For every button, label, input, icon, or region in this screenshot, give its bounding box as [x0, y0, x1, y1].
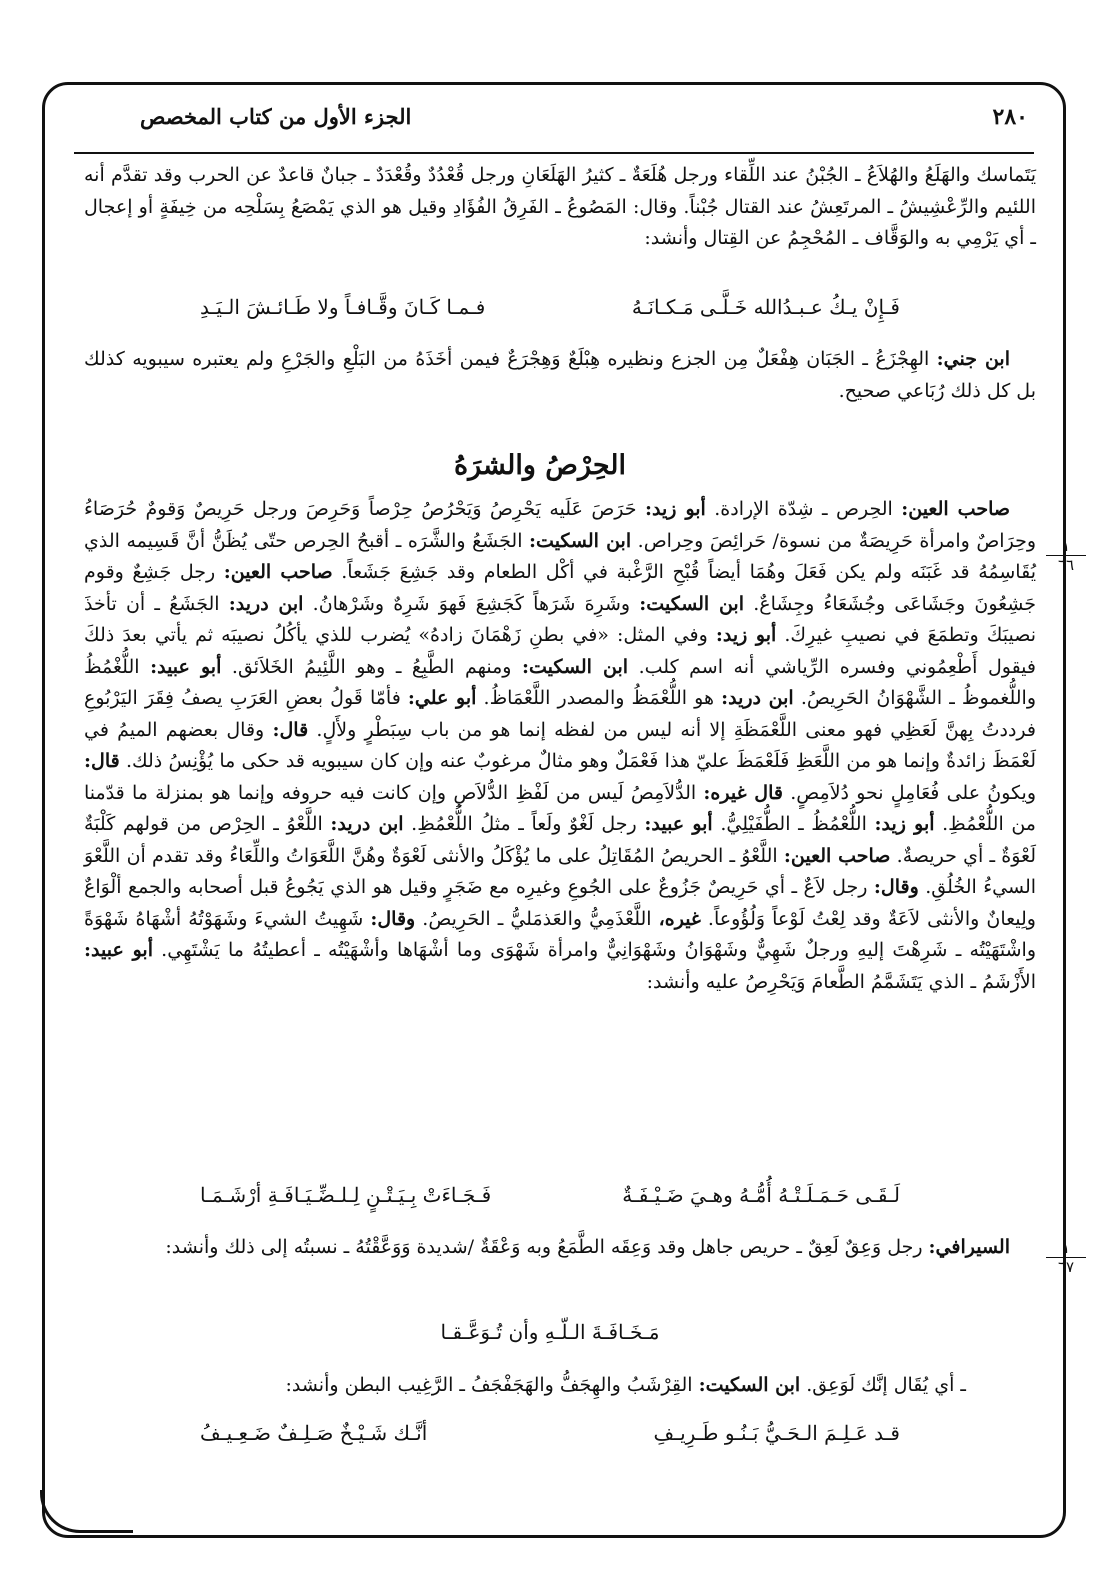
speaker-label: صاحب العين:	[901, 498, 1010, 520]
speaker-label: أبو عبيد:	[150, 655, 222, 678]
speaker-label: أبو زيد:	[644, 498, 706, 520]
paragraph-text: اللَّعْوُ ـ الحِرْص من قولهم كَلْبَةٌ لَعْوَةٌ ـ أي حريصةٌ.	[84, 813, 1036, 867]
speaker-label: ابن جني:	[936, 348, 1010, 370]
paragraph-text: فأمّا قَولُ بعضِ العَرَبِ يصفُ فِقَرَ اليَرْبُوعِ فرددتُ بِهنَّ لَعَظِي فهو معنى اللَّعْمَظَةِ إلا أنه ليس من لفظه إنما هو من باب سِبَطْرٍ ولأَلٍ.	[84, 687, 1036, 741]
paragraph-text: الجَشَعُ ـ أن تأخذَ نصيبَكَ وتطمَعَ في نصيبِ غيرِكَ.	[84, 592, 1036, 646]
paragraph-text: رجل جَشِعٌ وقوم جَشِعُونَ وجَشَاعَى وجُشَعَاءُ وجِشَاعٌ.	[84, 561, 1037, 615]
margin-reference	[1046, 1240, 1086, 1275]
header-rule	[74, 152, 1034, 154]
verse-2-first-hemistich: لَـقَـى حَـمَـلَـتْـهُ أُمُّـهُ وهـيَ ضَـيْـفَـةٌ	[622, 1183, 900, 1207]
running-title: الجزء الأول من كتاب المخصص	[140, 104, 412, 129]
paragraph-text: ـ أي يُقَال إنَّك لَوَعِق.	[800, 1374, 966, 1396]
speaker-label: ابن دريد:	[721, 687, 794, 709]
verse-4-second-hemistich: أنَّـك شَـيْـخٌ صَـلِـفٌ ضَـعِـيـفُ	[200, 1421, 428, 1445]
speaker-label: أبو زيد:	[715, 624, 777, 646]
paragraph-text: الحِرص ـ شِدّة الإرادة.	[705, 498, 902, 520]
paragraph-text: هو اللُّعْمَظُ والمصدر اللَّعْمَاظُ.	[476, 687, 722, 709]
margin-reference-denominator: ٦٧	[1057, 1258, 1075, 1276]
speaker-label: ابن دريد:	[330, 813, 404, 835]
speaker-label: غيره،	[658, 907, 701, 930]
paragraph-text: الأَزْشَمُ ـ الذي يَتَشَمَّمُ الطَّعامَ وَيَحْرِصُ عليه وأنشد:	[646, 970, 1036, 993]
margin-reference-numerator: ١	[1046, 1240, 1086, 1258]
verse-1-second-hemistich: فـمـا كَـانَ وقَّـافـاً ولا طَـائـشَ الـيَـدِ	[200, 295, 486, 319]
closing-line	[285, 1370, 966, 1401]
speaker-label: صاحب العين:	[223, 561, 333, 583]
paragraph-text: رجل وَعِقٌ لَعِقٌ ـ حريص جاهل وقد وَعِقَه الطَّمَعُ وبه وَعْقَةٌ /شديدة وَوَعَّقْتُهُ ـ نسبتُه إلى ذلك وأنشد:	[165, 1236, 929, 1258]
paragraph-text: رجل لَغْوٌ ولَعاً ـ مثلُ اللُّعْمُظِ.	[403, 813, 645, 835]
verse-4-first-hemistich: قـد عَـلِـمَ الـحَـيُّ بَـنُـو طَـرِيـفِ	[653, 1421, 900, 1445]
speaker-label: ابن السكيت:	[529, 529, 632, 552]
verse-2-second-hemistich: فَـجَـاءَتْ بِـيَـتْـنٍ لِـلـضِّـيَـافَـةِ أرْشَـمَـا	[200, 1183, 492, 1207]
speaker-label: قال:	[84, 750, 120, 772]
paragraph-text: اللَّعْذَمِيُّ والعَذمَليُّ ـ الحَرِيصُ.	[415, 907, 659, 930]
paragraph-text: وقال بعضهم الميمُ في لَعْمَظَ زائدةٌ وإنما هو من اللَّعَظِ فَلَعْمَظَ عليّ هذا فَعْمَلٌ وهو مثالٌ مرغوبٌ عنه وإن كان سيبويه قد حكى ما يُؤْنِسُ ذلك.	[84, 718, 1036, 772]
verse-1	[200, 290, 900, 324]
paragraph-text: ويكونُ على فُعَامِلٍ نحو دُلاَمِصٍ.	[782, 781, 1036, 804]
paragraph-text: القِرْشَبُ والهِجَفُّ والهَجَفْجَفُ ـ الرَّغِيب البطن وأنشد:	[285, 1374, 699, 1396]
intro-text: يَتَماسك والهَلَعُ والهُلاَعُ ـ الجُبْنُ عند اللِّقاء ورجل هُلَعَةٌ ـ كثيرُ الهَلَعَانِ ورجل قُعْدُدٌ وقُعْدَدٌ ـ جبانٌ قاعدٌ عن الحرب وقد تقدَّم أنه اللئيم والرِّعْشِيشُ ـ المرتَعِشُ عند القتال جُبْناً. وقال: المَصُوعُ ـ الفَرِقُ الفُؤَادِ وقيل هو الذي يَمْصَعُ بِسَلْحِه من خِيفَةٍ أو إعجال ـ أي يَرْمِي به والوَقَّاف ـ المُحْجِمُ عن القِتال وأنشد:	[84, 164, 1036, 249]
speaker-label: أبو علي:	[407, 687, 477, 709]
main-paragraph	[84, 494, 1036, 998]
speaker-label: ابن دريد:	[228, 592, 304, 615]
verse-4	[200, 1416, 900, 1450]
ibn-jinni-paragraph	[84, 344, 1036, 407]
margin-reference	[1046, 538, 1086, 573]
paragraph-text: اللُّعْمُظُ ـ الطُّفَيْلِيُّ.	[712, 813, 875, 835]
paragraph-text: الهِجْزَعُ ـ الجَبَان هِفْعَلٌ مِن الجزع ونظيره هِبْلَعٌ وَهِجْرَعٌ فيمن أخَذَهُ من البَلْعِ والجَرْعِ ولم يعتبره سيبويه كذلك بل كل ذلك رُبَاعي صحيح.	[84, 348, 1036, 402]
speaker-label: قال غيره:	[703, 781, 783, 804]
paragraph-text: حَرَصَ عَلَيه يَحْرِصُ وَيَحْرُصُ حِرْصاً وَحَرِصَ ورجل حَرِيصٌ وَقومٌ حُرَصَاءُ وحِرَاصٌ وامرأة حَرِيصَةٌ من نسوة/ حَرائِصَ وحِراص.	[84, 498, 1036, 552]
paragraph-text: اللَّعْوُ ـ الحريصُ المُقَاتِلُ على ما يُؤْكَلُ والأنثى لَعْوَةٌ وهُنَّ اللَّعَوَاتُ واللِّعَاءُ وقد تقدم أن اللَّعْوَ السيءُ الخُلُقِ.	[84, 844, 1037, 898]
paragraph-text: الجَشَعُ والشَّرَه ـ أقبحُ الحِرص حتّى يُظَنُّ أنَّ قَسِيمه الذي يُقَاسِمُهُ قد غَبَنَه ولم يكن فَعَلَ وهُمَا أيضاً قُبْحِ الرَّغْبة في أكْل الطعام وقد جَشِعَ جَشَعاً.	[84, 529, 1036, 583]
paragraph-text: شَهِيتُ الشيءَ وشَهَوْتُهُ أشْهَاهُ شَهْوَةً واشْتَهَيْتُه ـ شَرِهْتَ إليهِ ورجلٌ شَهِيٌّ وشَهْوَانُ وشَهْوَانِيٌّ وامرأة شَهْوَى وما أشْهَاها وأشْهَيْتُه ـ أعطيتُهُ ما يَشْتَهِي.	[84, 907, 1036, 961]
speaker-label: ابن السكيت:	[698, 1374, 801, 1396]
verse-3: مَـخَـافَـةَ الـلّـهِ وأن تُـوَعَّـقـا	[440, 1320, 660, 1344]
speaker-label: أبو عبيد:	[644, 813, 713, 835]
verse-2	[200, 1178, 900, 1212]
margin-reference-denominator: ٦٦	[1057, 556, 1075, 574]
speaker-label: قال:	[272, 718, 309, 741]
speaker-label: وقال:	[873, 876, 919, 898]
intro-paragraph	[84, 160, 1036, 255]
sirafi-paragraph	[84, 1232, 1036, 1264]
paragraph-text: اللُّغْمُظُ واللُّغموظُ ـ الشَّهْوَانُ الحَرِيصُ.	[84, 655, 1036, 709]
speaker-label: صاحب العين:	[783, 844, 891, 867]
speaker-label: أبو زيد:	[874, 813, 935, 835]
section-title: الحِرْصُ والشرَهُ	[454, 450, 626, 481]
paragraph-text: وشَرِهَ شَرَهاً كَجَشِعَ فَهوَ شَرِهٌ وشَرْهانُ.	[303, 592, 640, 615]
paragraph-text: الدُّلاَمِصُ لَيس من لَفْظِ الدُّلاَصِ وإن كانت فيه حروفه وإنما هو بمنزلة ما قدّمنا من اللُّعْمُظِ.	[84, 781, 1036, 835]
speaker-label: وقال:	[370, 907, 416, 930]
verse-1-first-hemistich: فَـإِنْ يـكُ عـبـدُالله خَـلَّـى مَـكـانَـهُ	[631, 295, 900, 319]
speaker-label: أبو عبيد:	[84, 939, 153, 961]
paragraph-text: رجل لاَعٌ ـ أي حَرِيصٌ جَزُوعٌ على الجُوعِ وغيرِه مع ضَجَرٍ وقيل هو الذي يَجُوعُ قبل أصحابه والجمع ألْوَاعٌ ولِيعانٌ والأنثى لاَعَةٌ وقد لِعْتُ لَوْعاً وَلُؤُوعاً.	[84, 876, 1036, 930]
speaker-label: ابن السكيت:	[522, 655, 629, 678]
paragraph-text: ومنهم الطَّبِعُ ـ وهو اللَّئِيمُ الخَلاَئق.	[221, 655, 522, 678]
speaker-label: ابن السكيت:	[639, 592, 745, 615]
page-number: ٢٨٠	[992, 104, 1028, 130]
paragraph-text: وفي المثل: «في بطنِ زَهْمَانَ زادهُ» يُضرب للذي يأكُلُ نصيبَه ثم يأتي بعدَ ذلكَ فيقول أَطْعِمُوني وفسره الرِّياشي أنه اسم كلب.	[84, 624, 1036, 678]
speaker-label: السيرافي:	[928, 1236, 1010, 1258]
margin-reference-numerator: ١	[1046, 538, 1086, 556]
